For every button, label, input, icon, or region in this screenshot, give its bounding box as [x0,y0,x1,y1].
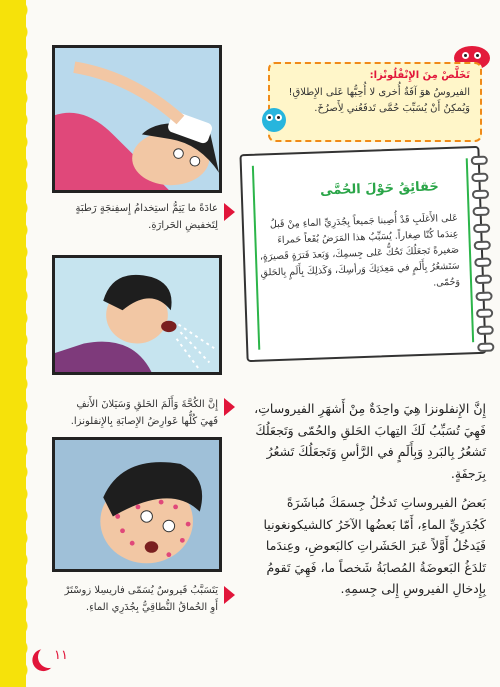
illustration-fever-compress [52,45,222,193]
paragraph-influenza: إِنَّ الإِنفلونزا هِيَ واحِدَةٌ مِنْ أَشهَرِ الفيروساتِ، فَهِيَ تُسَبِّبُ لَكَ التِهابَ الحَلقِ والحُمّى وَتَجعَلُكَ تَشعُرُ بِالبَردِ وَبِأَلَمٍ في الرَّأسِ وَتَجعَلُكَ تَشعُرُ بِرَجفَةٍ. [254,401,486,481]
caption-marker-icon [224,586,235,604]
illustration-cough [52,255,222,375]
page-number: ١١ [54,648,68,663]
caption-marker-icon [224,203,235,221]
paragraph-transmission: بَعضُ الفيروساتِ تَدخُلُ جِسمَكَ مُباشَرَةً كَجُدَرِيِّ الماءِ، أَمّا بَعضُها الآخَرُ كالشيكونغونيا فَيَدخُلُ أَوَّلاً عَبرَ الحَشَراتِ كالبَعوضِ، وعِندَما تَلدَغُ البَعوضَةُ المُصابَةُ شَخصاً ما، فَهِيَ تَقومُ بِإِدخالِ الفيروسِ إِلى جِسمِهِ. [263,495,486,596]
flu-note-text: الفيروسُ هوَ آفَةٌ أُخرى لا أُحِبُّها عَلى الإِطلاقِ! وَيُمكِنُ أَنْ يُسَبِّبَ حُمَّى تَدفَعُني لِأَصرُخَ. [288,87,470,114]
illustration-chickenpox [52,437,222,572]
flu-note-box [268,62,482,142]
notebook-text: عَلى الأَغلَبِ قَدْ أُصِبنا جَميعاً بِجُدَرِيِّ الماءِ مِنْ قَبلُ عِندَما كُنّا صِغاراً. يُسَبِّبُ هذا المَرَضُ بُقَعاً حَمراءَ صَغيرةً تَجعَلُكَ تَحُكُّ عَلى جِسمِكَ، وَبَعدَ فَترَةٍ قَصيرَةٍ، سَتَشعُرُ بِأَلَمٍ في مَعِدَتِكَ وَرأسِكَ، وَكَذلِكَ بِأَلَمٍ بِالحَلقِ وَحُمّى. [259,212,461,289]
caption-marker-icon [224,398,235,416]
caption-compress: عادَةً ما يَتِمُّ استِخدامُ إِسفِنجَةٍ رَطبَةٍ لِتَخفيضِ الحَرارَةِ. [75,203,218,231]
flu-note-title: تَخَلَّصْ مِنَ الإِنْفْلُونْزا: [369,70,470,81]
main-article [248,398,486,608]
notebook-title: حَقائِقُ حَوْلَ الحُمَّى [319,179,439,199]
virus-mascot-icon [262,108,286,132]
spiral-binding-icon [471,156,494,360]
caption-symptoms: إِنَّ الكُحَّةَ وَأَلَمَ الحَلقِ وَسَيَلانَ الأَنفِ فَهيَ كُلُّها عَوارِضُ الإِصابَةِ بِالإِنفلونزا. [70,399,218,427]
fever-facts-notebook [239,146,486,362]
scalloped-edge [18,0,36,687]
caption-chickenpox: يَتَسَبَّبُ فَيروسٌ يُسَمّى فاريسِلا زوسْتَرْ أَوِ الحُماقُ النُّطاقِيُّ بِجُدَرِي الماءِ. [64,585,218,613]
